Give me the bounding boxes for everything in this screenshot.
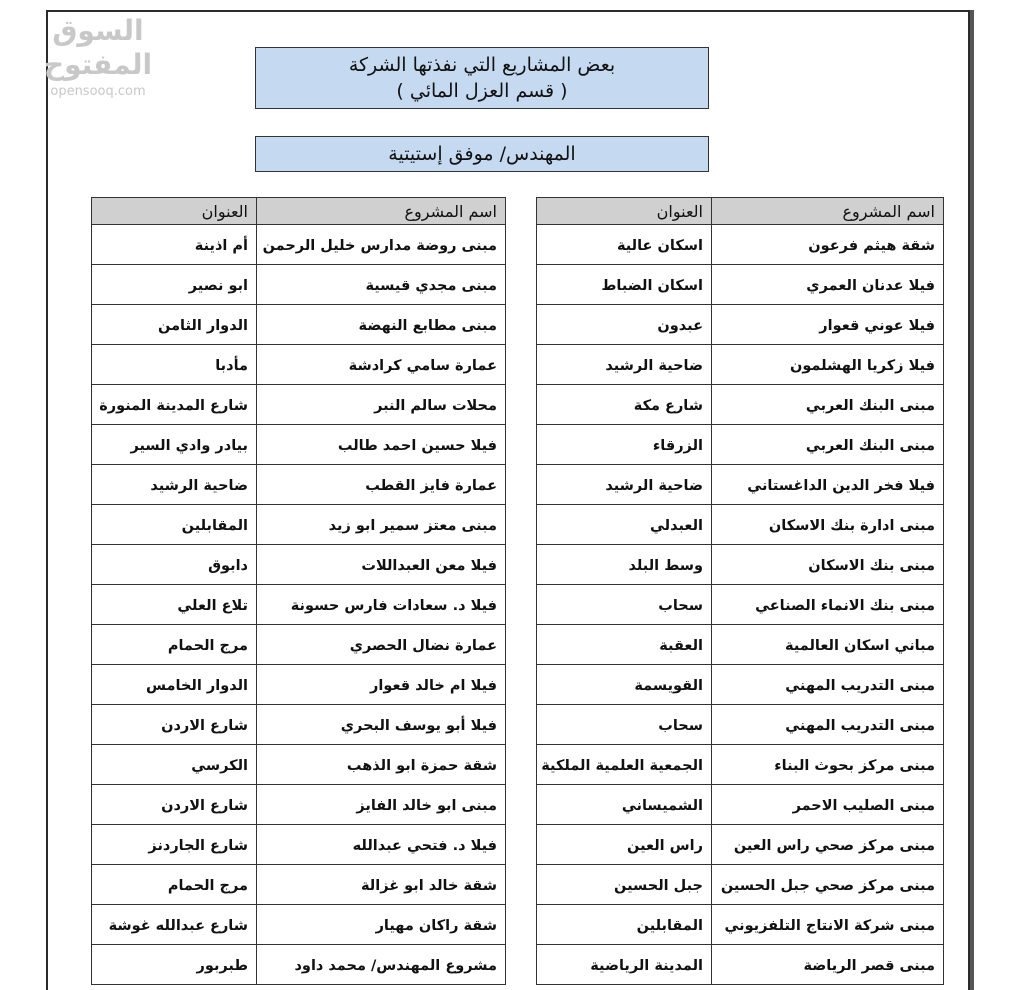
address-cell: راس العين <box>537 825 712 865</box>
project-name-cell: شقة هيثم فرعون <box>712 225 944 265</box>
project-name-cell: مشروع المهندس/ محمد داود <box>257 945 506 985</box>
project-name-cell: مبنى التدريب المهني <box>712 705 944 745</box>
table-row <box>92 745 506 785</box>
address-cell: عبدون <box>537 305 712 345</box>
address-cell: دابوق <box>92 545 257 585</box>
project-name-cell: فيلا فخر الدين الداغستاني <box>712 465 944 505</box>
project-name-cell: فيلا د. سعادات فارس حسونة <box>257 585 506 625</box>
address-cell: جبل الحسين <box>537 865 712 905</box>
table-row <box>92 225 506 265</box>
address-cell: سحاب <box>537 585 712 625</box>
table-row <box>537 865 944 905</box>
column-header-address: العنوان <box>92 198 257 225</box>
address-cell: المقابلين <box>537 905 712 945</box>
project-name-cell: مبنى مجدي قيسية <box>257 265 506 305</box>
watermark-logo: السوق المفتوح <box>43 14 153 81</box>
column-header-project: اسم المشروع <box>712 198 944 225</box>
project-name-cell: شقة خالد ابو غزالة <box>257 865 506 905</box>
address-cell: ضاحية الرشيد <box>537 345 712 385</box>
address-cell: شارع الاردن <box>92 705 257 745</box>
table-row <box>537 425 944 465</box>
project-name-cell: مبنى شركة الانتاج التلفزيوني <box>712 905 944 945</box>
table-row <box>537 305 944 345</box>
projects-table-left <box>91 197 506 985</box>
project-name-cell: فيلا حسين احمد طالب <box>257 425 506 465</box>
project-name-cell: فيلا عوني قعوار <box>712 305 944 345</box>
table-row <box>92 905 506 945</box>
address-cell: الزرقاء <box>537 425 712 465</box>
table-row <box>92 385 506 425</box>
project-name-cell: محلات سالم النبر <box>257 385 506 425</box>
table-row <box>92 865 506 905</box>
table-row <box>537 345 944 385</box>
project-name-cell: فيلا د. فتحي عبدالله <box>257 825 506 865</box>
table-row <box>537 465 944 505</box>
address-cell: ضاحية الرشيد <box>92 465 257 505</box>
address-cell: شارع الجاردنز <box>92 825 257 865</box>
table-row <box>537 225 944 265</box>
table-row <box>92 425 506 465</box>
watermark <box>18 14 178 99</box>
project-name-cell: فيلا أبو يوسف البحري <box>257 705 506 745</box>
address-cell: شارع الاردن <box>92 785 257 825</box>
table-row <box>537 265 944 305</box>
table-row <box>92 505 506 545</box>
address-cell: الكرسي <box>92 745 257 785</box>
project-name-cell: مبنى بنك الاسكان <box>712 545 944 585</box>
title-line-2: ( قسم العزل المائي ) <box>396 80 568 102</box>
project-name-cell: مبنى مطابع النهضة <box>257 305 506 345</box>
project-name-cell: شقة حمزة ابو الذهب <box>257 745 506 785</box>
column-header-address: العنوان <box>537 198 712 225</box>
address-cell: مرج الحمام <box>92 865 257 905</box>
table-row <box>537 625 944 665</box>
address-cell: وسط البلد <box>537 545 712 585</box>
table-row <box>537 585 944 625</box>
table-row <box>92 665 506 705</box>
address-cell: شارع مكة <box>537 385 712 425</box>
address-cell: القويسمة <box>537 665 712 705</box>
project-name-cell: مبنى بنك الانماء الصناعي <box>712 585 944 625</box>
project-name-cell: عمارة نضال الحصري <box>257 625 506 665</box>
project-name-cell: مبنى قصر الرياضة <box>712 945 944 985</box>
table-row <box>92 585 506 625</box>
project-name-cell: مباني اسكان العالمية <box>712 625 944 665</box>
project-name-cell: مبنى معتز سمير ابو زيد <box>257 505 506 545</box>
address-cell: الشميساني <box>537 785 712 825</box>
project-name-cell: فيلا معن العبداللات <box>257 545 506 585</box>
title-line-1: بعض المشاريع التي نفذتها الشركة <box>348 54 616 76</box>
table-row <box>92 465 506 505</box>
address-cell: شارع المدينة المنورة <box>92 385 257 425</box>
address-cell: الجمعية العلمية الملكية <box>537 745 712 785</box>
address-cell: العقبة <box>537 625 712 665</box>
address-cell: أم اذينة <box>92 225 257 265</box>
address-cell: سحاب <box>537 705 712 745</box>
address-cell: تلاع العلي <box>92 585 257 625</box>
table-row <box>537 785 944 825</box>
project-name-cell: مبنى البنك العربي <box>712 385 944 425</box>
address-cell: الدوار الثامن <box>92 305 257 345</box>
address-cell: الدوار الخامس <box>92 665 257 705</box>
project-name-cell: فيلا ام خالد قعوار <box>257 665 506 705</box>
address-cell: بيادر وادي السير <box>92 425 257 465</box>
table-row <box>537 505 944 545</box>
column-header-project: اسم المشروع <box>257 198 506 225</box>
table-row <box>92 705 506 745</box>
address-cell: العبدلي <box>537 505 712 545</box>
table-row <box>537 705 944 745</box>
address-cell: المقابلين <box>92 505 257 545</box>
address-cell: اسكان الضباط <box>537 265 712 305</box>
project-name-cell: مبنى البنك العربي <box>712 425 944 465</box>
table-row <box>92 345 506 385</box>
address-cell: المدينة الرياضية <box>537 945 712 985</box>
table-row <box>92 305 506 345</box>
address-cell: ضاحية الرشيد <box>537 465 712 505</box>
table-row <box>537 945 944 985</box>
title-box <box>255 47 709 109</box>
project-name-cell: مبنى الصليب الاحمر <box>712 785 944 825</box>
projects-table-right <box>536 197 944 985</box>
table-row <box>537 745 944 785</box>
engineer-name: المهندس/ موفق إستيتية <box>388 143 576 165</box>
address-cell: اسكان عالية <box>537 225 712 265</box>
watermark-site: opensooq.com <box>50 84 146 99</box>
project-name-cell: عمارة سامي كرادشة <box>257 345 506 385</box>
address-cell: مرج الحمام <box>92 625 257 665</box>
address-cell: مأدبا <box>92 345 257 385</box>
project-name-cell: فيلا زكريا الهشلمون <box>712 345 944 385</box>
project-name-cell: مبنى مركز صحي جبل الحسين <box>712 865 944 905</box>
table-row <box>537 665 944 705</box>
project-name-cell: مبنى مركز بحوث البناء <box>712 745 944 785</box>
table-row <box>537 825 944 865</box>
table-row <box>92 265 506 305</box>
project-name-cell: عمارة فايز القطب <box>257 465 506 505</box>
table-row <box>92 545 506 585</box>
table-row <box>92 785 506 825</box>
project-name-cell: مبنى ادارة بنك الاسكان <box>712 505 944 545</box>
address-cell: ابو نصير <box>92 265 257 305</box>
table-row <box>92 625 506 665</box>
table-row <box>537 385 944 425</box>
table-row <box>537 905 944 945</box>
project-name-cell: مبنى ابو خالد الفايز <box>257 785 506 825</box>
table-row <box>92 825 506 865</box>
table-row <box>537 545 944 585</box>
project-name-cell: مبنى مركز صحي راس العين <box>712 825 944 865</box>
project-name-cell: مبنى روضة مدارس خليل الرحمن <box>257 225 506 265</box>
project-name-cell: مبنى التدريب المهني <box>712 665 944 705</box>
table-row <box>92 945 506 985</box>
engineer-box <box>255 136 709 172</box>
address-cell: طبربور <box>92 945 257 985</box>
project-name-cell: فيلا عدنان العمري <box>712 265 944 305</box>
project-name-cell: شقة راكان مهيار <box>257 905 506 945</box>
address-cell: شارع عبدالله غوشة <box>92 905 257 945</box>
